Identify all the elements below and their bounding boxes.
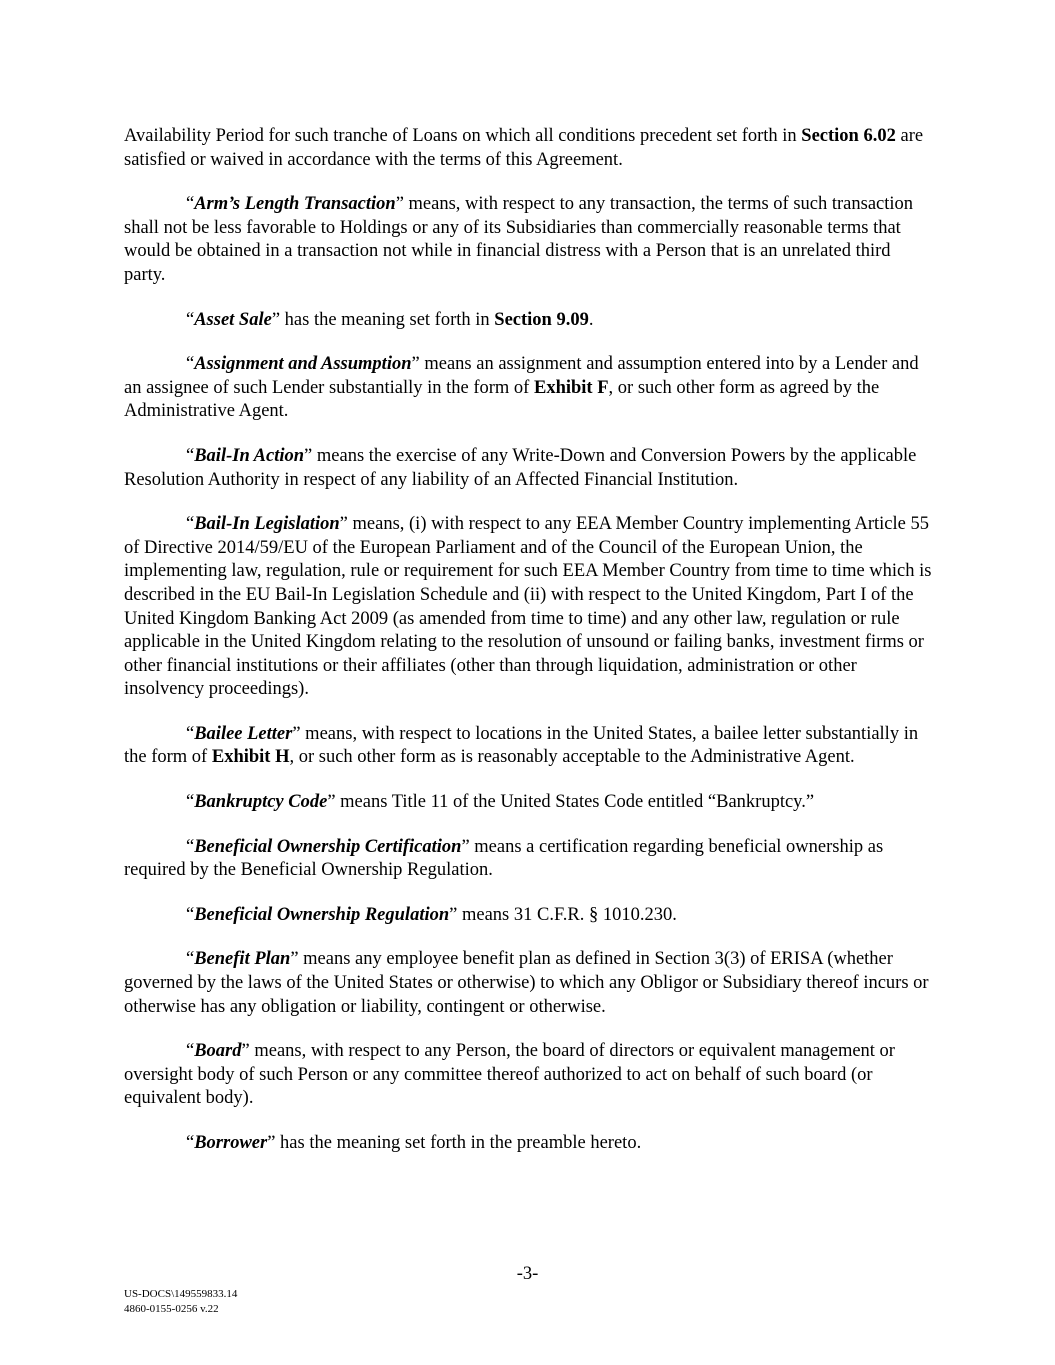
defined-term: Borrower	[194, 1133, 268, 1153]
definition-paragraph	[124, 309, 932, 333]
paragraph-text: ” means, with respect to any Person, the board of directors or equivalent management or oversight body of such Person or any committee thereof authorized to act on behalf of such board (or equivalent body).	[124, 1041, 895, 1109]
cross-reference: Exhibit H	[211, 747, 290, 768]
definition-paragraph	[124, 353, 932, 424]
definition-paragraph	[124, 445, 932, 492]
definition-paragraph	[124, 948, 932, 1019]
defined-term: Board	[194, 1041, 242, 1062]
paragraph-text: , or such other form as agreed by the Administrative Agent.	[124, 377, 880, 422]
paragraph-text: “	[186, 514, 195, 535]
defined-term: Bailee Letter	[194, 723, 293, 744]
paragraph-text: “	[186, 792, 195, 813]
paragraph-text: ” means 31 C.F.R. § 1010.230.	[449, 904, 677, 925]
paragraph-text: “	[186, 904, 195, 925]
paragraph-text: ” means Title 11 of the United States Code entitled “Bankruptcy.”	[327, 792, 815, 813]
paragraph-text: Availability Period for such tranche of Loans on which all conditions precedent set forth in	[124, 126, 802, 146]
document-body	[124, 125, 932, 1177]
paragraph-text: ” means any employee benefit plan as defined in Section 3(3) of ERISA (whether governed by the laws of the United States or otherwise) to which any Obligor or Subsidiary thereof incurs or otherwise has any obligation or liability, contingent or otherwise.	[124, 949, 929, 1017]
defined-term: Beneficial Ownership Certification	[194, 836, 462, 857]
paragraph-text: , or such other form as is reasonably acceptable to the Administrative Agent.	[289, 747, 855, 768]
paragraph-text: “	[186, 445, 195, 466]
definition-paragraph	[124, 836, 932, 883]
paragraph-text: “	[186, 194, 195, 215]
defined-term: Bail-In Legislation	[194, 514, 340, 535]
defined-term: Arm’s Length Transaction	[194, 194, 396, 215]
footer-doc-number: US-DOCS\149559833.14	[124, 1288, 238, 1300]
definition-paragraph	[124, 193, 932, 287]
definition-paragraph	[124, 1040, 932, 1111]
paragraph-text: ” has the meaning set forth in	[271, 309, 495, 330]
cross-reference: Exhibit F	[533, 377, 609, 398]
page-number: -3-	[516, 1264, 539, 1284]
paragraph-text: ” means a certification regarding beneficial ownership as required by the Beneficial Ownership Regulation.	[124, 836, 884, 881]
definition-paragraph	[124, 904, 932, 928]
paragraph-text: “	[186, 354, 195, 375]
paragraph-text: ” means, (i) with respect to any EEA Member Country implementing Article 55 of Directive 2014/59/EU of the European Parliament and of the Council of the European Union, the implementing law, regulation, rule or requirement for such EEA Member Country from time to time which is described in the EU Bail-In Legislation Schedule and (ii) with respect to the United Kingdom, Part I of the United Kingdom Banking Act 2009 (as amended from time to time) and any other law, regulation or rule applicable in the United Kingdom relating to the resolution of unsound or failing banks, investment firms or other financial institutions or their affiliates (other than through liquidation, administration or other insolvency proceedings).	[124, 514, 932, 700]
defined-term: Bail-In Action	[194, 445, 305, 466]
paragraph-text: “	[186, 836, 195, 857]
definition-paragraph	[124, 1132, 932, 1156]
paragraph-text: “	[186, 1041, 195, 1062]
cross-reference: Section 9.09	[494, 309, 589, 330]
paragraph-text: ” means, with respect to any transaction, the terms of such transaction shall not be less favorable to Holdings or any of its Subsidiaries than commercially reasonable terms that would be obtained in a transaction not while in financial distress with a Person that is an unrelated third party.	[124, 194, 914, 285]
paragraph-text: “	[186, 723, 195, 744]
paragraph-text: “	[186, 949, 195, 970]
paragraph-text: “	[186, 309, 195, 330]
footer-doc-version: 4860-0155-0256 v.22	[124, 1303, 219, 1315]
definition-paragraph	[124, 723, 932, 770]
footer-document-id	[124, 1287, 237, 1317]
paragraph-text: ” means an assignment and assumption entered into by a Lender and an assignee of such Lender substantially in the form of	[124, 354, 919, 398]
cross-reference: Section 6.02	[801, 126, 896, 146]
paragraph-text: .	[588, 309, 594, 330]
defined-term: Asset Sale	[194, 309, 272, 330]
defined-term: Benefit Plan	[194, 949, 291, 970]
paragraph-text: ” means, with respect to locations in the United States, a bailee letter substantially in the form of	[124, 723, 919, 768]
paragraph-text: ” has the meaning set forth in the preamble hereto.	[267, 1133, 642, 1153]
defined-term: Beneficial Ownership Regulation	[194, 904, 450, 925]
paragraph-text: “	[186, 1133, 195, 1153]
definition-paragraph	[124, 791, 932, 815]
paragraph-text: are satisfied or waived in accordance with the terms of this Agreement.	[124, 126, 924, 170]
definition-paragraph	[124, 513, 932, 702]
paragraph-text: ” means the exercise of any Write-Down and Conversion Powers by the applicable Resolution Authority in respect of any liability of an Affected Financial Institution.	[124, 445, 917, 490]
defined-term: Bankruptcy Code	[194, 792, 328, 813]
defined-term: Assignment and Assumption	[194, 354, 412, 375]
continued-paragraph	[124, 125, 932, 172]
